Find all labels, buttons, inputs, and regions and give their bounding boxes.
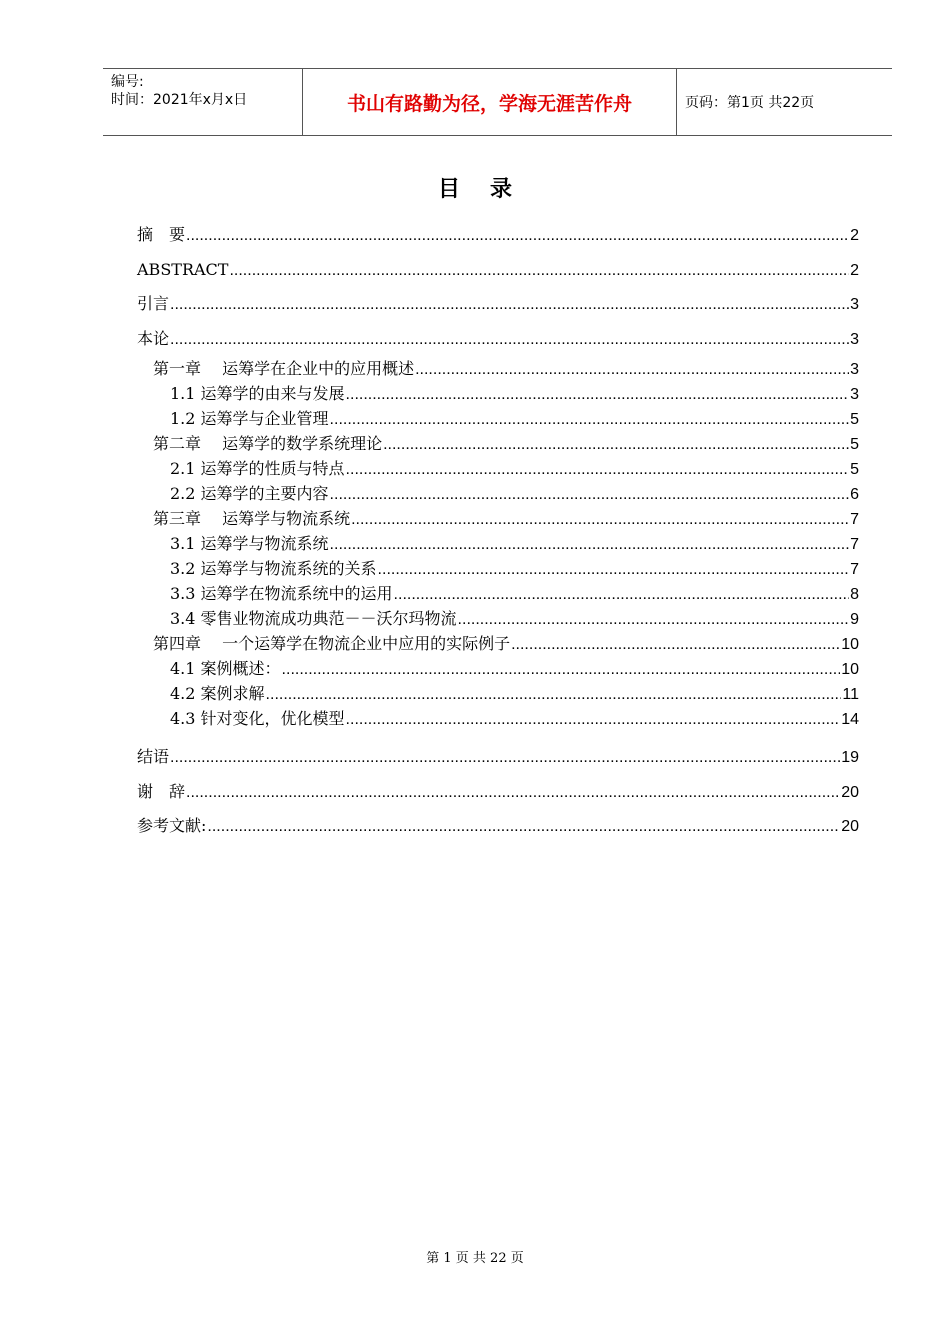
toc-entry-label: 3.2 运筹学与物流系统的关系 <box>170 559 377 578</box>
toc-entry-label: 第三章 运筹学与物流系统 <box>153 509 351 528</box>
toc-entry-label: 1.2 运筹学与企业管理 <box>170 409 329 428</box>
toc-leader-dots <box>383 432 849 457</box>
toc-leader-dots <box>282 657 841 682</box>
toc-leader-dots <box>394 582 850 607</box>
toc-entry[interactable] <box>137 706 859 731</box>
toc-entry-label: 本论 <box>137 328 170 348</box>
toc-entry[interactable] <box>137 322 859 357</box>
toc-entry-page: 2 <box>850 261 859 279</box>
toc-entry[interactable] <box>137 406 859 431</box>
toc-title: 目录 <box>437 176 542 202</box>
toc-entry[interactable] <box>137 556 859 581</box>
toc-entry-label: 结语 <box>137 747 170 766</box>
toc-entry[interactable] <box>137 253 859 288</box>
toc-entry-label: 引言 <box>137 294 170 313</box>
toc-entry-page: 6 <box>850 486 859 503</box>
toc-entry[interactable] <box>137 775 859 810</box>
toc-entry-page: 3 <box>850 386 859 403</box>
toc-leader-dots <box>346 457 850 482</box>
toc-leader-dots <box>415 357 849 382</box>
toc-leader-dots <box>186 219 849 254</box>
toc-entry-page: 9 <box>850 611 859 628</box>
toc-leader-dots <box>330 532 850 557</box>
toc-entry-label: 第一章 运筹学在企业中的应用概述 <box>153 359 415 378</box>
toc-leader-dots <box>511 632 840 657</box>
toc-entry-page: 10 <box>841 661 859 678</box>
toc-entry-page: 20 <box>841 783 859 801</box>
header-meta <box>103 69 303 135</box>
header-page-info: 页码：第1页 共22页 <box>685 95 815 111</box>
toc-entry[interactable] <box>137 481 859 506</box>
toc-entry-page: 5 <box>850 461 859 478</box>
toc-entry-label: 参考文献: <box>137 816 207 835</box>
toc-entry[interactable] <box>137 531 859 556</box>
toc-entry-page: 3 <box>850 330 859 348</box>
toc-leader-dots <box>330 407 850 432</box>
toc-entry-label: 3.1 运筹学与物流系统 <box>170 534 329 553</box>
toc-entry-page: 11 <box>842 686 859 703</box>
toc-entry[interactable] <box>137 356 859 381</box>
toc-entry-label: 2.1 运筹学的性质与特点 <box>170 459 345 478</box>
toc-entry-page: 8 <box>850 586 859 603</box>
toc-entry-label: 第四章 一个运筹学在物流企业中应用的实际例子 <box>153 634 511 653</box>
toc-entry[interactable] <box>137 581 859 606</box>
time-label: 时间：2021年x月x日 <box>111 92 248 108</box>
toc-entry-label: 摘 要 <box>137 225 186 244</box>
toc-entry-label: ABSTRACT <box>137 259 229 279</box>
toc-leader-dots <box>346 707 841 732</box>
toc-entry-page: 14 <box>841 711 859 728</box>
toc-entry-label: 1.1 运筹学的由来与发展 <box>170 384 345 403</box>
toc-entry-page: 10 <box>841 636 859 653</box>
toc-entry-page: 7 <box>850 561 859 578</box>
toc-leader-dots <box>170 288 849 323</box>
toc-leader-dots <box>229 254 849 289</box>
toc-entry-label: 4.1 案例概述： <box>170 659 281 678</box>
toc-entry[interactable] <box>137 631 859 656</box>
toc-entry-label: 第二章 运筹学的数学系统理论 <box>153 434 383 453</box>
toc-entry-label: 2.2 运筹学的主要内容 <box>170 484 329 503</box>
toc-entry-label: 4.2 案例求解 <box>170 684 265 703</box>
toc-leader-dots <box>378 557 850 582</box>
toc-leader-dots <box>346 382 850 407</box>
toc-entry-page: 5 <box>850 436 859 453</box>
toc-entry-label: 3.3 运筹学在物流系统中的运用 <box>170 584 393 603</box>
toc-leader-dots <box>186 776 840 811</box>
toc-leader-dots <box>170 741 840 776</box>
page-footer: 第 1 页 共 22 页 <box>426 1251 524 1266</box>
toc-entry-page: 20 <box>841 818 859 835</box>
toc-entry-page: 7 <box>850 511 859 528</box>
toc-entry-page: 5 <box>850 411 859 428</box>
toc-entry-page: 3 <box>850 296 859 313</box>
toc-leader-dots <box>266 682 842 707</box>
number-label: 编号: <box>111 74 144 90</box>
toc-leader-dots <box>170 323 849 358</box>
toc-entry-label: 谢 辞 <box>137 781 186 801</box>
toc-entry[interactable] <box>137 681 859 706</box>
toc-entry[interactable] <box>137 656 859 681</box>
toc-entry-page: 7 <box>850 536 859 553</box>
page-header <box>103 68 892 136</box>
toc-leader-dots <box>458 607 850 632</box>
toc-entry[interactable] <box>137 809 859 844</box>
toc-entry[interactable] <box>137 456 859 481</box>
toc-entry-page: 19 <box>841 749 859 766</box>
toc-entry[interactable] <box>137 381 859 406</box>
table-of-contents <box>137 218 859 844</box>
toc-entry[interactable] <box>137 606 859 631</box>
toc-leader-dots <box>330 482 850 507</box>
toc-entry[interactable] <box>137 218 859 253</box>
toc-entry-label: 4.3 针对变化，优化模型 <box>170 709 345 728</box>
toc-entry[interactable] <box>137 431 859 456</box>
toc-entry-label: 3.4 零售业物流成功典范－－沃尔玛物流 <box>170 609 457 628</box>
toc-leader-dots <box>351 507 849 532</box>
header-motto: 书山有路勤为径，学海无涯苦作舟 <box>303 69 677 135</box>
toc-entry-page: 2 <box>850 227 859 244</box>
toc-leader-dots <box>207 810 840 845</box>
toc-entry[interactable] <box>137 506 859 531</box>
toc-entry-page: 3 <box>850 361 859 378</box>
toc-entry[interactable] <box>137 740 859 775</box>
toc-entry[interactable] <box>137 287 859 322</box>
